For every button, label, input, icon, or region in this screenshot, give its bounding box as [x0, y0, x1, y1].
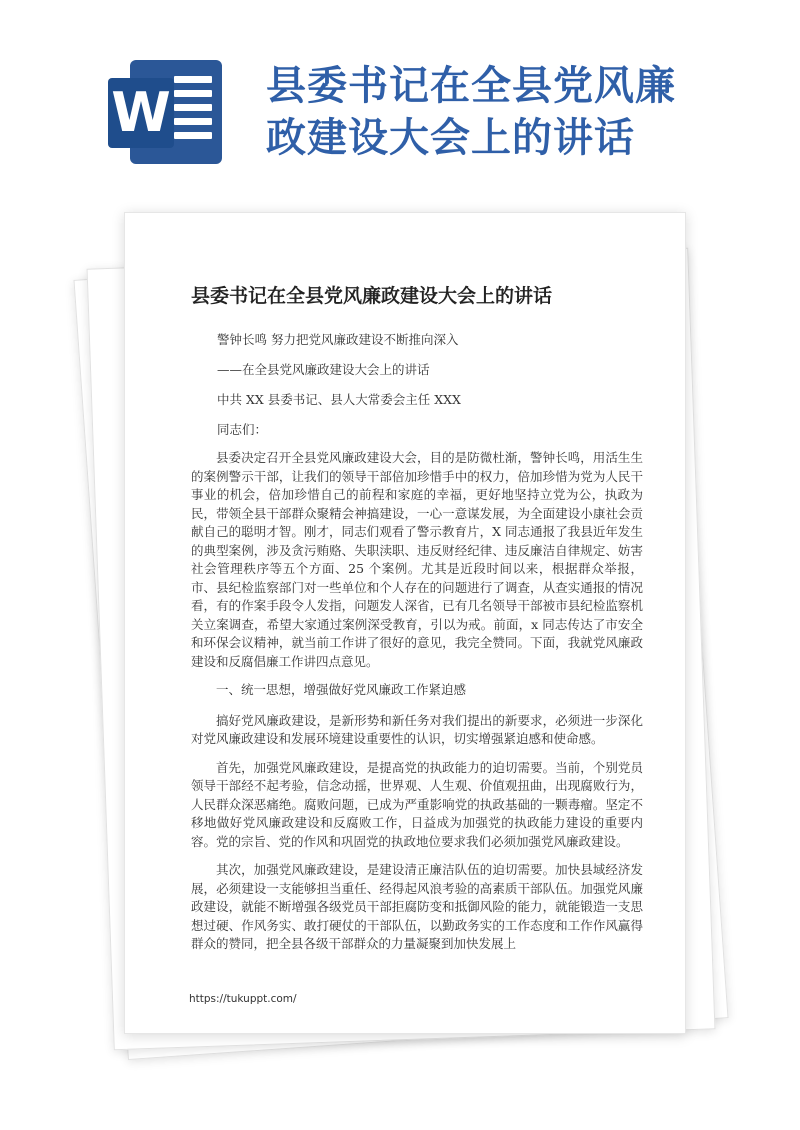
body-paragraph: 搞好党风廉政建设，是新形势和新任务对我们提出的新要求，必须进一步深化对党风廉政建设和发展环境建设重要性的认识，切实增强紧迫感和使命感。 — [191, 712, 643, 746]
document-body — [191, 449, 643, 964]
body-paragraph: 其次，加强党风廉政建设，是建设清正廉洁队伍的迫切需要。加快县域经济发展，必须建设一支能够担当重任、经得起风浪考验的高素质干部队伍。加强党风廉政建设，就能不断增强各级党员干部拒腐防变和抵御风险的能力，就能锻造一支思想过硬、作风务实、敢打硬仗的干部队伍，以勤政务实的工作态度和工作作风赢得群众的赞同，把全县各级干部群众的力量凝聚到加快发展上 — [191, 862, 643, 951]
word-document-icon — [108, 60, 223, 165]
document-salutation: 同志们： — [217, 422, 268, 437]
word-icon-badge: W — [108, 78, 174, 148]
section-heading: 一、统一思想，增强做好党风廉政工作紧迫感 — [216, 682, 467, 697]
document-author: 中共 XX 县委书记、县人大常委会主任 XXX — [217, 392, 461, 407]
document-page — [124, 212, 686, 1034]
banner-title: 县委书记在全县党风廉政建设大会上的讲话 — [266, 63, 676, 161]
document-subtitle: 警钟长鸣 努力把党风廉政建设不断推向深入 — [217, 332, 459, 347]
body-paragraph: 首先，加强党风廉政建设，是提高党的执政能力的迫切需要。当前，个别党员领导干部经不起考验，信念动摇，世界观、人生观、价值观扭曲，出现腐败行为，人民群众深恶痛绝。腐败问题，已成为严重影响党的执政基础的一颗毒瘤。坚定不移地做好党风廉政建设和反腐败工作，日益成为加强党的执政能力建设的重要内容。党的宗旨、党的作风和巩固党的执政地位要求我们必须加强党风廉政建设。 — [191, 759, 643, 849]
body-paragraph: 县委决定召开全县党风廉政建设大会，目的是防微杜渐，警钟长鸣，用活生生的案例警示干部，让我们的领导干部倍加珍惜手中的权力，倍加珍惜为党为人民干事业的机会，倍加珍惜自己的前程和家庭的幸福，更好地坚持立党为公，执政为民，带领全县干部群众聚精会神搞建设，一心一意谋发展，为全面建设小康社会贡献自己的聪明才智。刚才，同志们观看了警示教育片，X 同志通报了我县近年发生的典型案例，涉及贪污贿赂、失职渎职、违反财经纪律、违反廉洁自律规定、妨害社会管理秩序等五个方面、25 个案例。尤其是近段时间以来，根据群众举报，市、县纪检监察部门对一些单位和个人存在的问题进行了调查，从查实通报的情况看，有的作案手段令人发指，问题发人深省，已有几名领导干部被市县纪检监察机关立案调查，希望大家通过案例深受教育，引以为戒。前面，x 同志传达了市安全和环保会议精神，就当前工作讲了很好的意见，我完全赞同。下面，我就党风廉政建设和反腐倡廉工作讲四点意见。 — [191, 450, 643, 669]
word-icon-lines — [174, 76, 212, 146]
footer-url: https://tukuppt.com/ — [189, 993, 297, 1005]
document-title: 县委书记在全县党风廉政建设大会上的讲话 — [191, 285, 553, 307]
document-subheading: ——在全县党风廉政建设大会上的讲话 — [217, 362, 430, 377]
banner — [0, 0, 800, 210]
